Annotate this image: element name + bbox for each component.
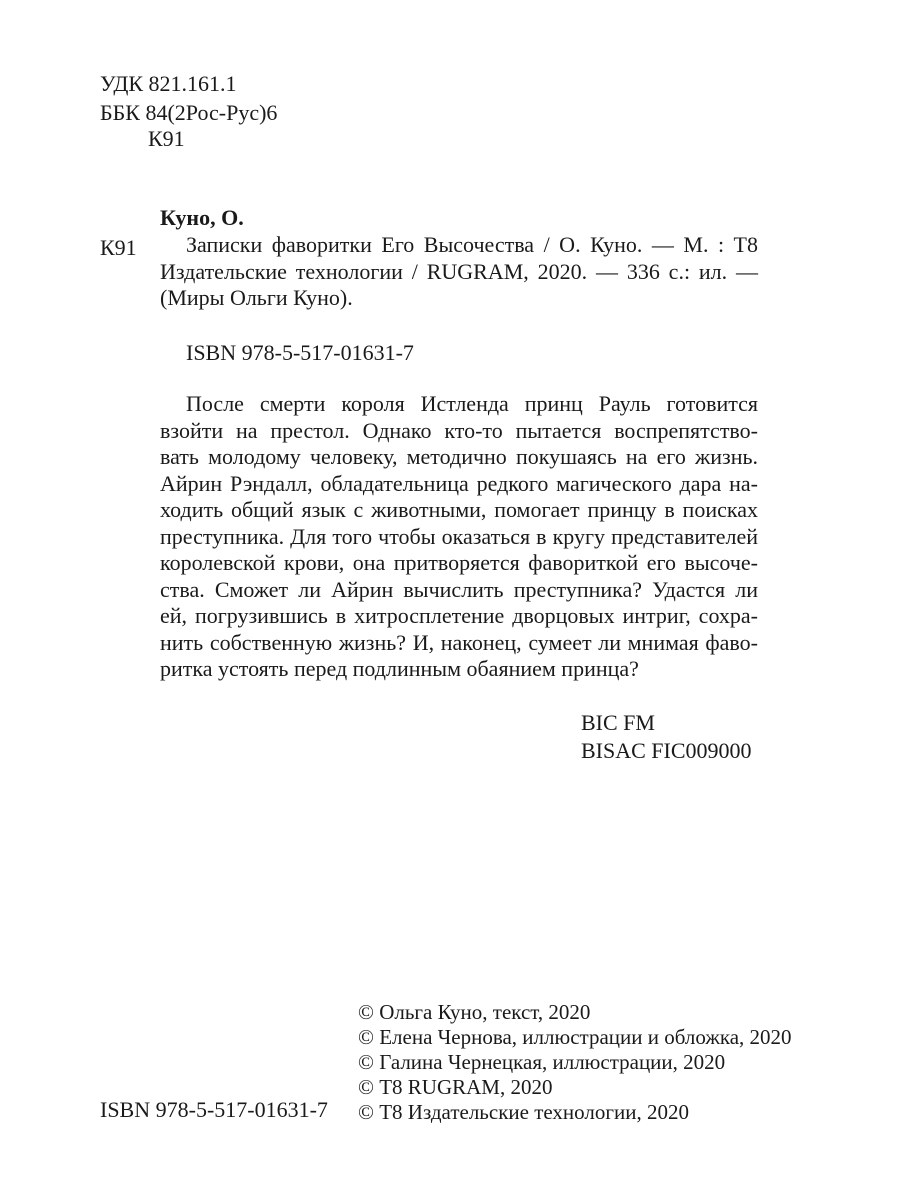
annotation-line: нить собственную жизнь? И, наконец, сумеет ли мнимая фаво-	[160, 629, 758, 655]
annotation-line: взойти на престол. Однако кто-то пытается воспрепятство-	[160, 417, 758, 443]
author-sign-bib: К91	[100, 235, 137, 260]
author-sign-code: К91	[148, 126, 185, 151]
copyright-line: © Елена Чернова, иллюстрации и обложка, 2020	[358, 1025, 792, 1049]
bib-line: (Миры Ольги Куно).	[160, 285, 353, 310]
copyright-line: © Т8 RUGRAM, 2020	[358, 1075, 553, 1099]
annotation-line: Айрин Рэндалл, обладательница редкого магического дара на-	[160, 470, 758, 496]
copyright-list	[358, 1000, 792, 1125]
udk-code: УДК 821.161.1	[100, 71, 237, 96]
annotation-line: вать молодому человеку, методично покушаясь на его жизнь.	[160, 444, 758, 469]
bbk-code: ББК 84(2Рос-Рус)6	[100, 100, 278, 125]
annotation-line: ства. Сможет ли Айрин вычислить преступника? Удастся ли	[160, 576, 758, 602]
annotation-line: После смерти короля Истленда принц Рауль готовится	[186, 391, 758, 416]
annotation-line: королевской крови, она притворяется фавориткой его высоче-	[160, 550, 758, 575]
bisac-code: BISAC FIC009000	[581, 738, 752, 763]
copyright-line: © Галина Чернецкая, иллюстрации, 2020	[358, 1050, 726, 1074]
annotation-line: преступника. Для того чтобы оказаться в кругу представителей	[160, 523, 758, 549]
bibliographic-description	[160, 232, 758, 312]
bic-code: BIC FM	[581, 710, 655, 735]
bib-line: Записки фаворитки Его Высочества / О. Куно. — М. : Т8	[186, 232, 758, 257]
bib-line: Издательские технологии / RUGRAM, 2020. — 336 с.: ил. —	[160, 258, 758, 284]
author-name: Куно, О.	[160, 205, 244, 230]
annotation-line: ходить общий язык с животными, помогает принцу в поисках	[160, 497, 758, 522]
copyright-line: © Т8 Издательские технологии, 2020	[358, 1100, 689, 1124]
copyright-line: © Ольга Куно, текст, 2020	[358, 1000, 591, 1024]
annotation-text	[160, 391, 758, 683]
isbn-footer: ISBN 978-5-517-01631-7	[100, 1097, 328, 1122]
annotation-line: ей, погрузившись в хитросплетение дворцовых интриг, сохра-	[160, 603, 758, 628]
annotation-line: ритка устоять перед подлинным обаянием принца?	[160, 656, 639, 681]
isbn-main: ISBN 978-5-517-01631-7	[186, 340, 414, 365]
